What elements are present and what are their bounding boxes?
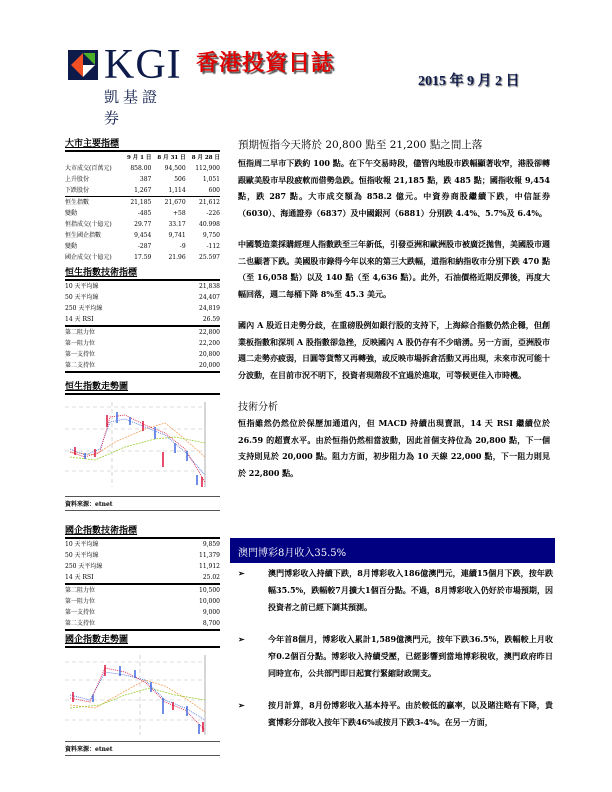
table-row: 變動 -287 -9 -112 <box>65 242 220 250</box>
list-item: ➢ 澳門博彩收入持續下跌，8月博彩收入186億澳門元，連續15個月下跌，按年跌幅35.5%，跌幅較7月擴大1個百分點。不過，8月博彩收入仍好於市場預期，因投資者之前已經下調其預測。 <box>238 565 553 616</box>
hsi-price-chart <box>65 397 220 497</box>
article-headline: 預期恆指今天將於 20,800 點至 21,200 點之間上落 <box>238 139 483 151</box>
left-sidebar <box>65 136 220 756</box>
market-indicators-table <box>65 152 220 263</box>
hscei-technical-title: 國企指數技術指標 <box>65 523 220 539</box>
hsi-chart-title: 恒生指數走勢圖 <box>65 379 220 395</box>
list-item: ➢ 按月計算，8月份博彩收入基本持平。由於較低的贏率，以及賭注略有下降，貴賓博彩分部收入按年下跌46%或按月下跌3-4%。在另一方面， <box>238 697 553 731</box>
table-row: 第一支持位 9,000 <box>65 608 220 616</box>
table-row: 下跌股份 1,267 1,114 600 <box>65 185 220 197</box>
table-row: 第二阻力位 10,500 <box>65 586 220 594</box>
report-title: 香港投資日誌 <box>196 51 335 76</box>
table-row: 10 天平均線 9,859 <box>65 540 220 548</box>
arrow-bullet-icon: ➢ <box>238 568 245 578</box>
article-paragraph-2: 中國製造業採購經理人指數跌至三年新低，引發亞洲和歐洲股市被廣泛拋售，美國股市週二也顯著下跌。美國股市錄得今年以來的第三大跌幅，道指和納指收市分別下跌 470 點（至 16,058 點）以及 140 點（至 4,636 點）。此外，石油價格近期反彈後，再度大幅回落，週二每桶下降 8%至 45.3 美元。 <box>238 239 550 299</box>
table-row: 10 天平均線 21,838 <box>65 282 220 290</box>
table-row: 第一阻力位 22,200 <box>65 339 220 347</box>
kgi-logo-mark-icon <box>68 50 98 80</box>
table-row: 變動 -485 +58 -226 <box>65 209 220 217</box>
logo-subtext: 凱基證券 <box>104 88 162 127</box>
table-row: 恒生指數 21,185 21,670 21,612 <box>65 198 220 206</box>
list-item: ➢ 今年首8個月，博彩收入累計1,589億澳門元，按年下跌36.5%，跌幅較上月收窄0.2個百分點。博彩收入持續受壓，已經影響到當地博彩稅收，澳門政府昨日同時宣布，公共部門即日起實行緊縮財政開支。 <box>238 631 553 682</box>
column-header: 9 月 1 日 <box>126 154 152 161</box>
technical-analysis-heading: 技術分析 <box>238 402 278 413</box>
table-row: 第二支持位 8,700 <box>65 618 220 630</box>
table-row: 大市成交(百萬元) 858.00 94,500 112,900 <box>65 164 220 172</box>
hscei-candlestick-chart <box>65 650 220 742</box>
table-row: 14 天 RSI 25.02 <box>65 572 220 584</box>
technical-analysis-paragraph: 恒指雖然仍然位於保歷加通道內，但 MACD 持續出現賣訊，14 天 RSI 繼續位於 26.59 的超賣水平。由於恒指仍然相當波動，因此首個支持位為 20,800 點，下一個支持則見於 20,000 點。阻力方面，初步阻力為 10 天線 22,000 點，下一阻力則見於 22,800 點。 <box>238 418 550 478</box>
logo-text: KGI <box>104 42 182 88</box>
hsi-technical-table <box>65 281 220 373</box>
arrow-bullet-icon: ➢ <box>238 634 245 644</box>
report-date: 2015 年 9 月 2 日 <box>418 74 520 89</box>
table-row: 14 天 RSI 26.59 <box>65 314 220 326</box>
table-row: 第一阻力位 10,000 <box>65 597 220 605</box>
hscei-chart-source: 資料來源：etnet <box>65 744 220 756</box>
table-row: 恒指成交(十億元) 29.77 33.17 40.998 <box>65 220 220 228</box>
table-row: 國企成交(十億元) 17.59 21.96 25.597 <box>65 253 220 261</box>
hscei-chart-title: 國企指數走勢圖 <box>65 632 220 648</box>
table-row: 上升股份 387 506 1,051 <box>65 175 220 183</box>
table-row: 第一支持位 20,800 <box>65 350 220 358</box>
article-paragraph-3: 國內 A 股近日走勢分歧，在重磅股例如銀行股的支持下，上海綜合指數仍然企穩，但創業板指數和深圳 A 股指數卻急挫，反映國內 A 股仍存有不少暗湧。另一方面，亞洲股市週二走勢亦疲弱，日圓等貨幣又再轉強，或反映市場拆倉活動又再出現，未來市況可能十分波動，在目前市況不明下，投資者現階段不宜過於進取，可等候更佳入市時機。 <box>238 320 550 380</box>
hscei-technical-table <box>65 539 220 631</box>
table-row: 250 天平均線 11,912 <box>65 562 220 570</box>
hsi-chart-source: 資料來源：etnet <box>65 499 220 511</box>
hsi-candlestick-chart <box>65 397 220 497</box>
table-row: 50 天平均線 11,379 <box>65 551 220 559</box>
hscei-price-chart <box>65 650 220 742</box>
article-paragraph-1: 恒指周二早市下跌約 100 點。在下午交易時段，儘管內地股市跌幅顯著收窄，港股卻轉跟歐美股市早段疲軟而借勢急跌。恒指收報 21,185 點，跌 485 點；國指收報 9,454 點，跌 287 點。大市成交額為 858.2 億元。中資券商股繼續下跌，中信証券（6030）、海通證券（6837）及中國銀河（6881）分別跌 4.4%、5.7%及 6.4%。 <box>238 158 550 218</box>
kgi-logo <box>68 42 182 127</box>
market-indicators-title: 大市主要指標 <box>65 136 220 152</box>
column-header <box>65 152 122 163</box>
table-row: 250 天平均線 24,819 <box>65 304 220 312</box>
macau-section-banner: 澳門博彩8月收入35.5% <box>230 538 555 563</box>
hsi-technical-title: 恒生指數技術指標 <box>65 265 220 281</box>
table-row: 恒生國企指數 9,454 9,741 9,750 <box>65 231 220 239</box>
arrow-bullet-icon: ➢ <box>238 700 245 710</box>
macau-bullet-list <box>238 565 553 746</box>
table-row: 第二阻力位 22,800 <box>65 328 220 336</box>
table-row: 50 天平均線 24,407 <box>65 293 220 301</box>
table-row: 第二支持位 20,000 <box>65 360 220 372</box>
main-article <box>238 137 550 496</box>
column-header: 8 月 31 日 <box>157 154 186 161</box>
column-header: 8 月 28 日 <box>191 154 220 161</box>
